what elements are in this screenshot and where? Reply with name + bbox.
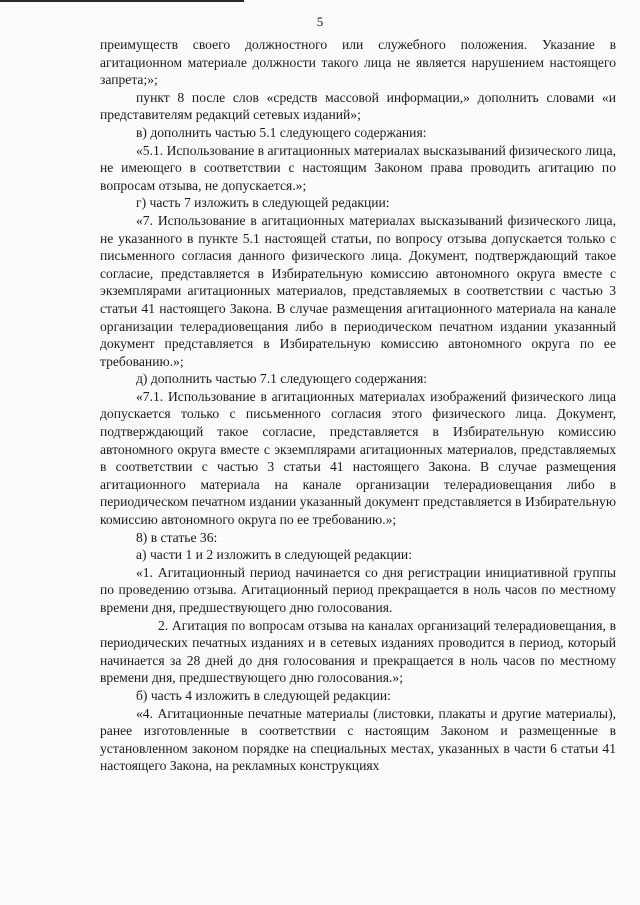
paragraph-part-7-1: «7.1. Использование в агитационных материалах изображений физического лица допускается только с письменного согласия этого физического лица. Документ, подтверждающий такое согласие, представляется в Избирательную комиссию автономного округа вместе с экземплярами агитационных материалов, представляемых в соответствии с частью 3 статьи 41 настоящего Закона. В случае размещения агитационного материала на канале организации телерадиовещания либо в периодическом печатном издании указанный документ представляется в Избирательную комиссию автономного округа по ее требованию.»; <box>100 388 616 528</box>
paragraph-subitem-a: а) части 1 и 2 изложить в следующей редакции: <box>136 547 412 563</box>
paragraph-subitem-d: д) дополнить частью 7.1 следующего содержания: <box>136 371 427 387</box>
paragraph-part-4: «4. Агитационные печатные материалы (листовки, плакаты и другие материалы), ранее изготовленные в соответствии с настоящим Законом и размещенные в установленном законом порядке на специальных местах, указанных в части 6 статьи 41 настоящего Закона, на рекламных конструкциях <box>100 705 616 774</box>
paragraph-item-8: пункт 8 после слов «средств массовой информации,» дополнить словами «и представителям редакций сетевых изданий»; <box>100 89 616 123</box>
paragraph-part-5-1: «5.1. Использование в агитационных материалах высказываний физического лица, не имеющего в соответствии с настоящим Законом права проводить агитацию по вопросам отзыва, не допускается.»; <box>100 142 617 193</box>
top-rule-divider <box>0 0 244 2</box>
paragraph-part-2: 2. Агитация по вопросам отзыва на каналах организаций телерадиовещания, в периодических печатных изданиях и в сетевых изданиях проводится в период, который начинается за 28 дней до дня голосования и прекращается в ноль часов по местному времени дня, предшествующего дню голосования.»; <box>100 617 616 686</box>
paragraph-subitem-v: в) дополнить частью 5.1 следующего содержания: <box>136 124 427 140</box>
paragraph-subitem-b: б) часть 4 изложить в следующей редакции: <box>136 687 391 703</box>
paragraph-part-7: «7. Использование в агитационных материалах высказываний физического лица, не указанного в пункте 5.1 настоящей статьи, по вопросу отзыва допускается только с письменного согласия данного физического лица. Документ, подтверждающий такое согласие, представляется в Избирательную комиссию автономного округа вместе с экземплярами агитационных материалов, представляемых в соответствии с частью 3 статьи 41 настоящего Закона. В случае размещения агитационного материала на канале организации телерадиовещания либо в периодическом печатном издании указанный документ представляется в Избирательную комиссию автономного округа по ее требованию.»; <box>100 212 616 369</box>
document-body <box>100 36 616 775</box>
paragraph-item-8-article-36: 8) в статье 36: <box>136 529 218 545</box>
paragraph-subitem-g: г) часть 7 изложить в следующей редакции: <box>136 195 390 211</box>
paragraph-continuation: преимуществ своего должностного или служебного положения. Указание в агитационном материале должности такого лица не является нарушением настоящего запрета;»; <box>100 37 616 88</box>
paragraph-part-1: «1. Агитационный период начинается со дня регистрации инициативной группы по проведению отзыва. Агитационный период прекращается в ноль часов по местному времени дня, предшествующего дню голосования. <box>100 564 616 615</box>
page-number: 5 <box>316 14 324 29</box>
